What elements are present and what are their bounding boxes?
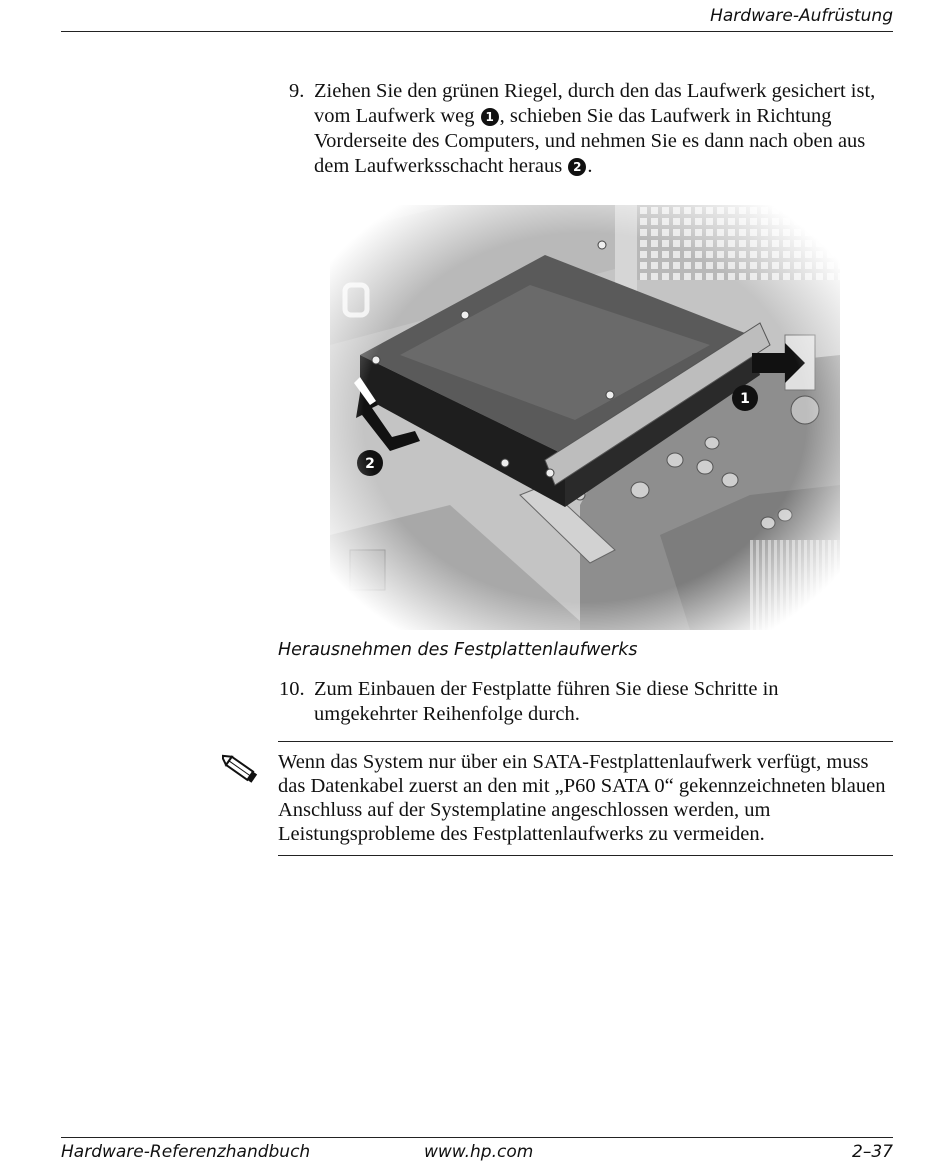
- footer-url: www.hp.com: [424, 1142, 534, 1162]
- hard-drive-removal-illustration: [330, 205, 840, 630]
- footer-page-number: 2–37: [852, 1142, 893, 1162]
- step-text-part: .: [587, 155, 593, 177]
- figure-caption: Herausnehmen des Festplattenlaufwerks: [278, 640, 638, 660]
- step-text-part: , schieben Sie das Laufwerk in Richtung Vorderseite des Computers, und nehmen Sie es dann nach oben aus dem Laufwerksschacht heraus: [314, 105, 866, 177]
- step-10: [279, 677, 899, 727]
- running-header: Hardware-Aufrüstung: [710, 6, 893, 26]
- step-text: Zum Einbauen der Festplatte führen Sie diese Schritte in umgekehrter Reihenfolge durch.: [314, 678, 779, 725]
- callout-badge-1: 1: [481, 108, 499, 126]
- note-text: Wenn das System nur über ein SATA-Festplattenlaufwerk verfügt, muss das Datenkabel zuerst an den mit „P60 SATA 0“ gekennzeichneten blauen Anschluss auf der Systemplatine angeschlossen werden, um Leistungsprobleme des Festplattenlaufwerks zu vermeiden.: [278, 751, 886, 845]
- header-rule: [61, 31, 893, 32]
- footer-rule: [61, 1137, 893, 1138]
- note-bottom-rule: [278, 855, 893, 856]
- step-number: 10.: [279, 678, 305, 700]
- step-text-part: Ziehen Sie den grünen Riegel, durch den das Laufwerk gesichert ist, vom Laufwerk weg: [314, 80, 876, 127]
- pencil-icon: [222, 752, 262, 788]
- step-text: [314, 79, 899, 179]
- footer-manual-title: Hardware-Referenzhandbuch: [61, 1142, 311, 1162]
- note-top-rule: [278, 741, 893, 742]
- step-number: 9.: [289, 80, 305, 102]
- callout-badge-2: 2: [568, 158, 586, 176]
- step-9: [289, 79, 899, 179]
